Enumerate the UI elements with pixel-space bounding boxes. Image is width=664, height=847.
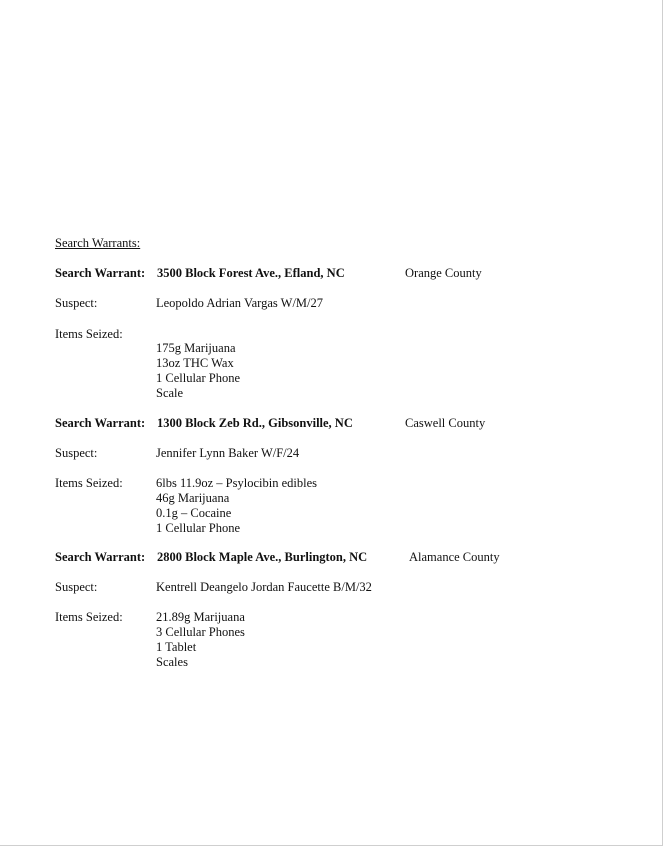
warrant-location: 3500 Block Forest Ave., Efland, NC — [157, 266, 345, 280]
seized-item: 175g Marijuana — [156, 341, 236, 355]
warrant-county: Alamance County — [409, 550, 500, 564]
suspect-value: Leopoldo Adrian Vargas W/M/27 — [156, 296, 323, 310]
seized-item: 3 Cellular Phones — [156, 625, 245, 639]
warrant-label: Search Warrant: — [55, 266, 146, 280]
section-heading: Search Warrants: — [55, 236, 141, 250]
seized-item: 1 Cellular Phone — [156, 521, 241, 535]
warrant-county: Caswell County — [405, 416, 486, 430]
suspect-label: Suspect: — [55, 446, 98, 460]
seized-item: 13oz THC Wax — [156, 356, 234, 370]
items-seized-list — [156, 341, 240, 401]
items-seized-label: Items Seized: — [55, 476, 123, 490]
warrant-label: Search Warrant: — [55, 416, 146, 430]
items-seized-label: Items Seized: — [55, 610, 123, 624]
seized-item: 21.89g Marijuana — [156, 610, 245, 624]
warrant-location: 1300 Block Zeb Rd., Gibsonville, NC — [157, 416, 353, 430]
suspect-label: Suspect: — [55, 580, 98, 594]
warrant-location: 2800 Block Maple Ave., Burlington, NC — [157, 550, 368, 564]
seized-item: Scales — [156, 655, 188, 669]
items-seized-label: Items Seized: — [55, 327, 123, 341]
seized-item: Scale — [156, 386, 184, 400]
suspect-label: Suspect: — [55, 296, 98, 310]
seized-item: 0.1g – Cocaine — [156, 506, 232, 520]
seized-item: 1 Cellular Phone — [156, 371, 241, 385]
warrant-county: Orange County — [405, 266, 482, 280]
seized-item: 1 Tablet — [156, 640, 197, 654]
suspect-value: Jennifer Lynn Baker W/F/24 — [156, 446, 300, 460]
suspect-value: Kentrell Deangelo Jordan Faucette B/M/32 — [156, 580, 372, 594]
items-seized-list — [156, 610, 245, 670]
seized-item: 6lbs 11.9oz – Psylocibin edibles — [156, 476, 317, 490]
items-seized-list — [156, 476, 317, 536]
seized-item: 46g Marijuana — [156, 491, 230, 505]
warrant-label: Search Warrant: — [55, 550, 146, 564]
